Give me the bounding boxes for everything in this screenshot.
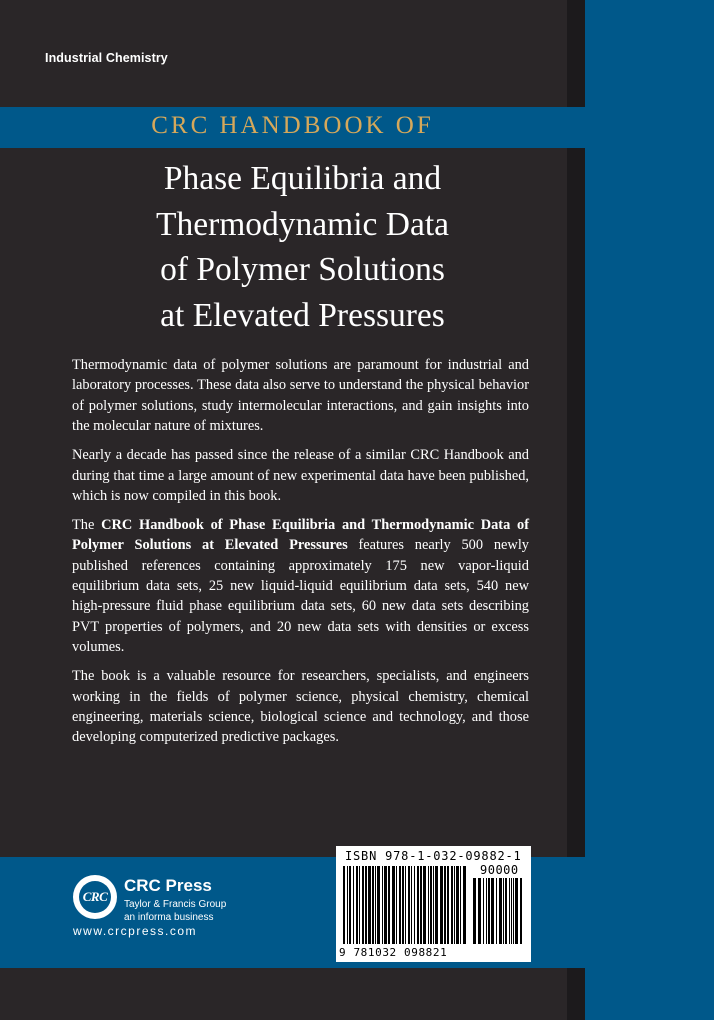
- barcode-bar: [478, 878, 481, 944]
- barcode-bar: [353, 866, 354, 944]
- barcode-bar: [362, 866, 364, 944]
- barcode-main-icon: [342, 866, 466, 946]
- barcode-bar: [520, 878, 522, 944]
- title-line-2: Thermodynamic Data: [155, 205, 449, 243]
- barcode-bar: [372, 866, 374, 944]
- barcode-bar: [496, 878, 497, 944]
- barcode-bar: [511, 878, 512, 944]
- barcode-bar: [417, 866, 419, 944]
- barcode-bar: [435, 866, 438, 944]
- barcode-bar: [456, 866, 459, 944]
- barcode-bar: [405, 866, 406, 944]
- title-line-3: of Polymer Solutions: [160, 251, 445, 288]
- paragraph-3: [72, 515, 529, 658]
- barcode-bar: [486, 878, 487, 944]
- barcode-bar: [451, 866, 453, 944]
- barcode-bar: [349, 866, 351, 944]
- barcode-bar: [343, 866, 345, 944]
- barcode-bar: [356, 866, 358, 944]
- barcode-bar: [454, 866, 455, 944]
- barcode-bar: [396, 866, 397, 944]
- barcode-bar: [444, 866, 446, 944]
- paragraph-2: Nearly a decade has passed since the release of a similar CRC Handbook and during that time a large amount of new experimental data have been published, which is now compiled in this book.: [72, 447, 529, 504]
- barcode-bar: [392, 866, 395, 944]
- barcode-bar: [347, 866, 348, 944]
- barcode-bar: [460, 866, 461, 944]
- publisher-tagline: an informa business: [124, 912, 214, 923]
- spine-band: [585, 0, 714, 1020]
- barcode-bar: [402, 866, 404, 944]
- barcode-bar: [491, 878, 494, 944]
- barcode-bar: [377, 866, 380, 944]
- barcode-bar: [433, 866, 434, 944]
- category-label: Industrial Chemistry: [45, 51, 168, 65]
- series-title: CRC HANDBOOK OF: [151, 112, 434, 139]
- publisher-url[interactable]: www.crcpress.com: [73, 924, 198, 938]
- barcode-bar: [368, 866, 371, 944]
- publisher-group: Taylor & Francis Group: [124, 899, 227, 910]
- barcode-bar: [513, 878, 514, 944]
- barcode-bar: [375, 866, 376, 944]
- publisher-name: CRC Press: [124, 876, 212, 895]
- description: [72, 355, 529, 756]
- barcode-bar: [382, 866, 383, 944]
- barcode-bar: [365, 866, 367, 944]
- barcode-bar: [420, 866, 422, 944]
- barcode-bar: [503, 878, 504, 944]
- barcode-bar: [463, 866, 466, 944]
- barcode-bar: [515, 878, 518, 944]
- barcode-bar: [488, 878, 490, 944]
- barcode-bar: [499, 878, 502, 944]
- barcode-bar: [411, 866, 412, 944]
- barcode-bar: [447, 866, 449, 944]
- isbn-text: ISBN 978-1-032-09882-1: [345, 849, 522, 863]
- paragraph-1: Thermodynamic data of polymer solutions are paramount for industrial and laboratory processes. These data also serve to understand the physical behavior of polymer solutions, study intermolecular interactions, and gain insights into the molecular nature of mixtures.: [72, 357, 529, 435]
- title-line-1: Phase Equilibria and: [163, 160, 442, 197]
- barcode-bar: [473, 878, 476, 944]
- paragraph-3-rest: features nearly 500 newly published references containing approximately 175 new vapor-liquid equilibrium data sets, 25 new liquid-liquid equilibrium data sets, 540 new high-pressure fluid phase equilibrium data sets, 60 new data sets describing PVT properties of polymers, and 20 new data sets with densities or excess volumes.: [72, 537, 530, 656]
- paragraph-3-prefix: The: [72, 516, 102, 533]
- barcode-bar: [428, 866, 429, 944]
- barcode-bar: [399, 866, 401, 944]
- barcode-bar: [388, 866, 390, 944]
- paragraph-3-book-name: CRC Handbook of Phase Equilibria and Thermodynamic Data of Polymer Solutions at Elevated Pressures: [72, 516, 529, 554]
- title-line-4: at Elevated Pressures: [160, 296, 445, 334]
- barcode-bar: [359, 866, 360, 944]
- barcode-bar: [509, 878, 510, 944]
- paragraph-4: The book is a valuable resource for researchers, specialists, and engineers working in the fields of polymer science, physical chemistry, chemical engineering, materials science, biological science and technology, and those developing computerized predictive packages.: [72, 668, 529, 746]
- barcode-bar: [414, 866, 415, 944]
- book-title: [0, 156, 605, 338]
- barcode-bar: [440, 866, 443, 944]
- barcode-bar: [505, 878, 507, 944]
- ean-text: 9 781032 098821: [339, 946, 448, 959]
- barcode-bar: [384, 866, 387, 944]
- barcode-bar: [408, 866, 410, 944]
- barcode-bar: [423, 866, 426, 944]
- crc-logo-text: CRC: [79, 881, 111, 913]
- barcode-bar: [430, 866, 432, 944]
- barcode-bar: [483, 878, 484, 944]
- barcode-addon-icon: [472, 878, 524, 946]
- price-code: 90000: [480, 863, 519, 877]
